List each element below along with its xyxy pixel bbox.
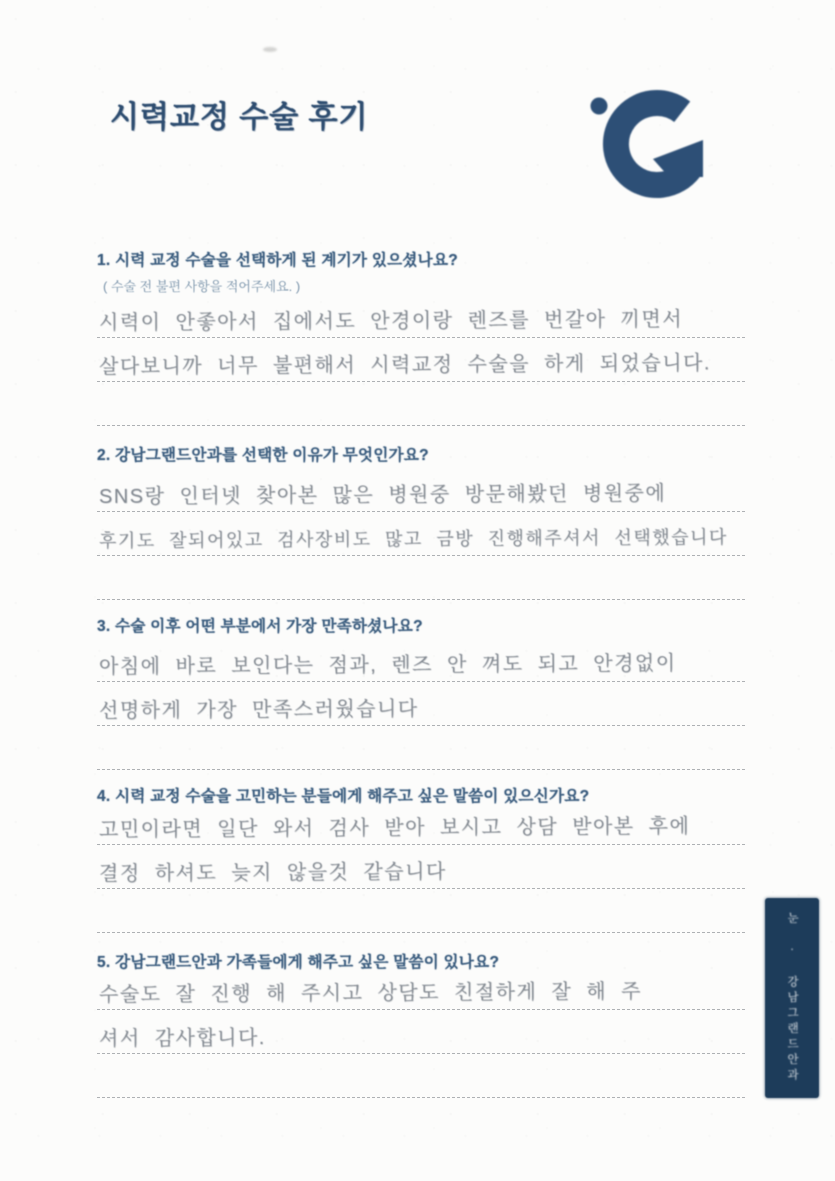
question-2-heading: 2. 강남그랜드안과를 선택한 이유가 무엇인가요? [97,447,429,464]
ruled-line-empty [97,556,745,600]
clinic-side-banner [765,898,819,1098]
question-5-answer-area [97,966,745,1098]
question-1-answer-area [97,294,745,426]
ruled-line-empty [97,382,745,426]
handwritten-answer: 고민이라면 일단 와서 검사 받아 보시고 상담 받아본 후에 [98,815,691,841]
question-1-heading: 1. 시력 교정 수술을 선택하게 된 계기가 있으셨나요? [97,252,459,269]
question-3-answer-area [97,638,745,770]
ruled-line [97,845,745,889]
handwritten-answer: 후기도 잘되어있고 검사장비도 많고 금방 진행해주셔서 선택했습니다 [98,527,728,552]
question-1-subnote: ( 수술 전 불편 사항을 적어주세요. ) [103,279,301,294]
question-4-heading: 4. 시력 교정 수술을 고민하는 분들에게 해주고 싶은 말씀이 있으신가요? [97,788,590,805]
handwritten-answer: 아침에 바로 보인다는 점과, 렌즈 안 껴도 되고 안경없이 [98,652,677,678]
ruled-line [97,294,745,338]
question-block-5 [97,950,745,1118]
handwritten-answer: 셔서 감사합니다. [98,1026,266,1050]
ruled-line-empty [97,889,745,933]
scan-smudge-artifact [263,47,277,52]
ruled-line [97,638,745,682]
ruled-line [97,801,745,845]
handwritten-answer: 수술도 잘 진행 해 주시고 상담도 친절하게 잘 해 주 [98,980,642,1006]
handwritten-answer: SNS랑 인터넷 찾아본 많은 병원중 방문해봤던 병원중에 [98,482,667,508]
ruled-line-empty [97,726,745,770]
question-5-heading: 5. 강남그랜드안과 가족들에게 해주고 싶은 말씀이 있나요? [97,954,500,971]
question-2-answer-area [97,468,745,600]
ruled-line [97,966,745,1010]
ruled-line [97,512,745,556]
question-block-2 [97,443,745,611]
question-block-3 [97,614,745,782]
question-3-heading: 3. 수술 이후 어떤 부분에서 가장 만족하셨나요? [97,618,423,635]
question-4-answer-area [97,801,745,933]
question-block-1 [97,248,745,438]
handwritten-answer: 살다보니까 너무 불편해서 시력교정 수술을 하게 되었습니다. [98,352,711,378]
document-title: 시력교정 수술 후기 [110,101,369,134]
ruled-line [97,1010,745,1054]
handwritten-answer: 시력이 안좋아서 집에서도 안경이랑 렌즈를 번갈아 끼면서 [98,308,684,334]
ruled-line [97,468,745,512]
clinic-g-logo-icon [585,84,735,202]
question-block-4 [97,784,745,952]
handwritten-answer: 선명하게 가장 만족스러웠습니다 [98,698,419,722]
handwritten-answer: 결정 하셔도 늦지 않을것 같습니다 [98,860,447,885]
banner-vertical-text: 눈 · 강남그랜드안과 [786,912,798,1084]
ruled-line-empty [97,1054,745,1098]
ruled-line [97,682,745,726]
ruled-line [97,338,745,382]
